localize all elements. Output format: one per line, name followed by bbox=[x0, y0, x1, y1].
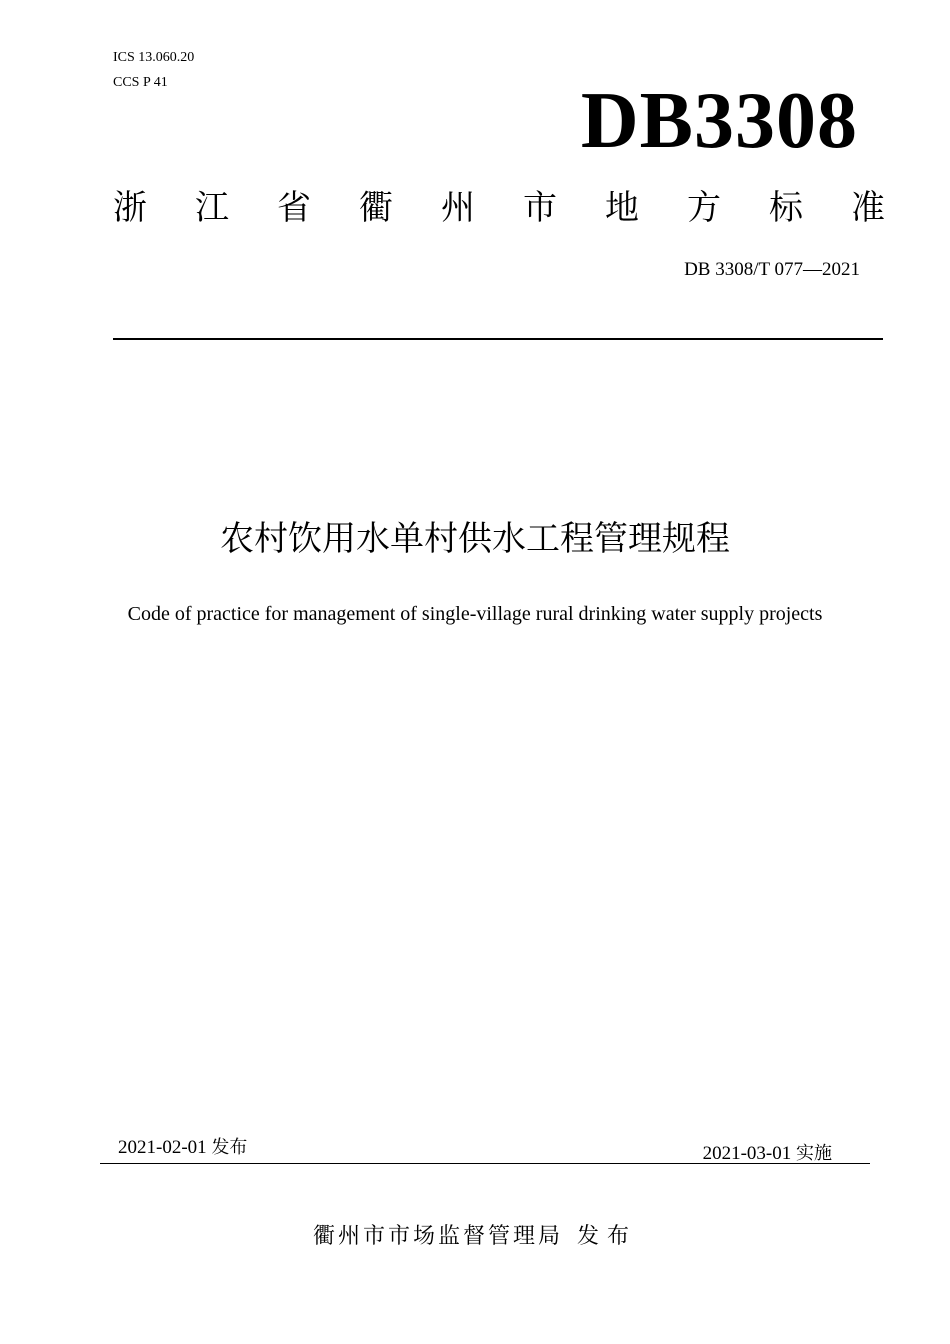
ccs-code: CCS P 41 bbox=[113, 75, 168, 90]
publisher-action: 发布 bbox=[577, 1224, 638, 1249]
issue-date-value: 2021-02-01 bbox=[118, 1137, 207, 1158]
standard-number: DB 3308/T 077—2021 bbox=[684, 259, 860, 280]
implementation-date-value: 2021-03-01 bbox=[702, 1143, 792, 1164]
standard-type-heading bbox=[113, 186, 885, 230]
implementation-date-label: 实施 bbox=[796, 1143, 832, 1164]
standard-type-char: 浙 bbox=[113, 188, 147, 228]
standard-type-char: 省 bbox=[277, 188, 311, 228]
db-code-heading: DB3308 bbox=[580, 77, 858, 165]
document-title-en: Code of practice for management of single-village rural drinking water supply projects bbox=[127, 603, 823, 625]
document-title-zh: 农村饮用水单村供水工程管理规程 bbox=[220, 519, 730, 559]
ics-code: ICS 13.060.20 bbox=[113, 50, 195, 65]
standard-type-char: 方 bbox=[687, 188, 721, 228]
standard-type-char: 市 bbox=[523, 188, 557, 228]
publisher-name: 衢州市市场监督管理局 bbox=[312, 1224, 563, 1249]
standard-type-char: 准 bbox=[851, 188, 885, 228]
standard-type-char: 地 bbox=[605, 188, 639, 228]
standard-type-char: 衢 bbox=[359, 188, 393, 228]
standard-type-char: 州 bbox=[441, 188, 475, 228]
bottom-divider bbox=[100, 1163, 870, 1164]
publisher-line bbox=[0, 1222, 950, 1252]
standard-type-char: 江 bbox=[195, 188, 229, 228]
issue-date bbox=[118, 1136, 247, 1160]
top-divider bbox=[113, 338, 883, 340]
standard-type-char: 标 bbox=[769, 188, 803, 228]
issue-date-label: 发布 bbox=[211, 1137, 248, 1158]
